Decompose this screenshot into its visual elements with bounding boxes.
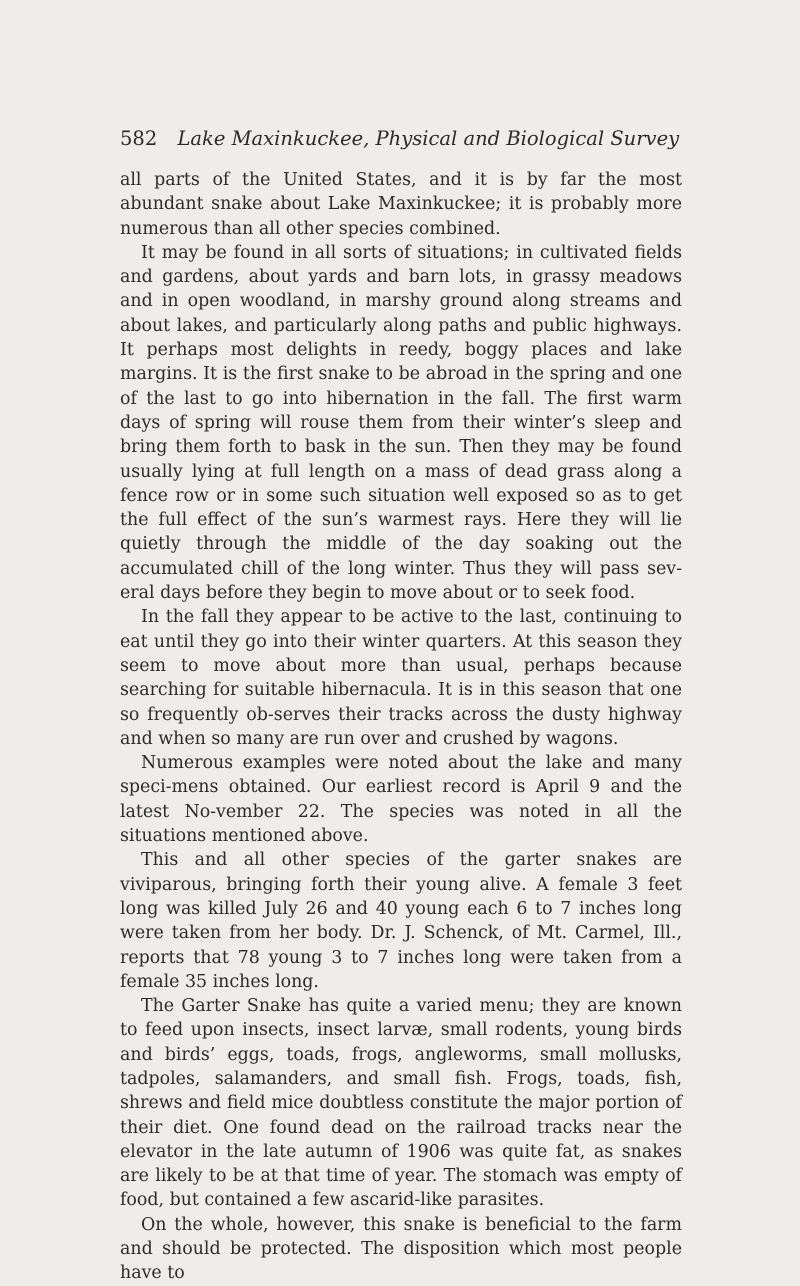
body-text [120,168,682,1286]
paragraph-records: Numerous examples were noted about the lake and many speci-mens obtained. Our earliest record is April 9 and the latest No-vember 22. The species was noted in all the situations mentioned above. [120,753,682,847]
running-title: Lake Maxinkuckee, Physical and Biological Survey [177,127,680,150]
paragraph-fall-activity: In the fall they appear to be active to the last, continuing to eat until they go into their winter quarters. At this season they seem to move about more than usual, perhaps because searching for suitable hibernacula. It is in this season that one so frequently ob-serves their tracks across the dusty highway and when so many are run over and crushed by wagons. [120,607,682,749]
paragraph-continuation: all parts of the United States, and it is by far the most abundant snake about Lake Maxinkuckee; it is probably more numerous than all other species combined. [120,170,682,239]
page-header [120,126,680,152]
paragraph-diet: The Garter Snake has quite a varied menu; they are known to feed upon insects, insect larvæ, small rodents, young birds and birds’ eggs, toads, frogs, angleworms, small mollusks, tadpoles, salamanders, and small fish. Frogs, toads, fish, shrews and field mice doubtless constitute the major portion of their diet. One found dead on the railroad tracks near the elevator in the late autumn of 1906 was quite fat, as snakes are likely to be at that time of year. The stomach was empty of food, but contained a few ascarid-like parasites. [120,996,682,1211]
paragraph-habitat: It may be found in all sorts of situations; in cultivated fields and gardens, about yards and barn lots, in grassy meadows and in open woodland, in marshy ground along streams and about lakes, and particularly along paths and public highways. It perhaps most delights in reedy, boggy places and lake margins. It is the first snake to be abroad in the spring and one of the last to go into hibernation in the fall. The first warm days of spring will rouse them from their winter’s sleep and bring them forth to bask in the sun. Then they may be found usually lying at full length on a mass of dead grass along a fence row or in some such situation well exposed so as to get the full effect of the sun’s warmest rays. Here they will lie quietly through the middle of the day soaking out the accumulated chill of the long winter. Thus they will pass sev-eral days before they begin to move about or to seek food. [120,242,682,604]
paragraph-benefit: On the whole, however, this snake is beneficial to the farm and should be protected. The disposition which most people have to [120,1214,682,1284]
page-number: 582 [120,127,158,150]
paragraph-reproduction: This and all other species of the garter snakes are viviparous, bringing forth their young alive. A female 3 feet long was killed July 26 and 40 young each 6 to 7 inches long were taken from her body. Dr. J. Schenck, of Mt. Carmel, Ill., reports that 78 young 3 to 7 inches long were taken from a female 35 inches long. [120,850,682,992]
